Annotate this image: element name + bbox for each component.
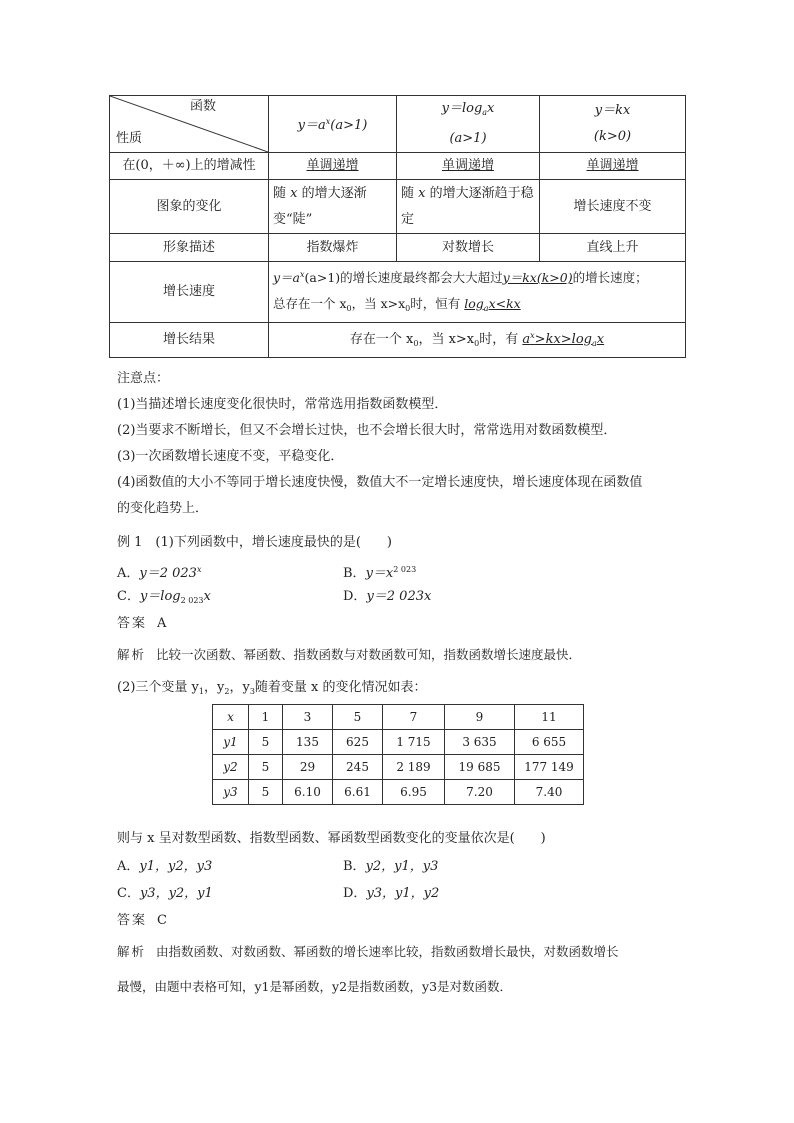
row-label: 增长速度	[110, 262, 269, 323]
value-cell: 5	[333, 705, 383, 730]
option-c: C．$y=\log_{2 023}x$	[117, 589, 211, 605]
value-cell: 245	[333, 755, 383, 780]
table-header-row	[110, 96, 686, 153]
cell: 单调递增	[540, 153, 686, 180]
cell: 单调递增	[397, 153, 540, 180]
diag-bottom-label: 性质	[116, 131, 143, 146]
row-label: 形象描述	[110, 234, 269, 262]
row-header-cell: y3	[213, 780, 249, 805]
value-cell: 11	[515, 705, 584, 730]
value-cell: 135	[283, 730, 333, 755]
analysis-2-line1: 解析 由指数函数、对数函数、幂函数的增长速率比较，指数函数增长最快，对数函数增长	[117, 944, 619, 959]
option-b: B．$y=x^{2 023}$	[343, 565, 417, 581]
note-2: (2)当要求不断增长，但又不会增长过快，也不会增长很大时，常常选用对数函数模型．	[117, 423, 617, 438]
option-d: D．y＝2 023x	[343, 589, 432, 604]
answer-2: 答案 C	[117, 913, 167, 928]
value-cell: 5	[249, 730, 283, 755]
notes-title: 注意点：	[117, 371, 170, 386]
option-a: A．y＝2 023$^x$	[117, 565, 202, 581]
value-cell: 1	[249, 705, 283, 730]
cell: 增长速度不变	[540, 180, 686, 234]
table-row	[110, 180, 686, 234]
note-4-line2: 的变化趋势上．	[117, 501, 209, 516]
col-log-header: $y=\log_ax$ (a>1)	[397, 96, 540, 153]
cell: 指数爆炸	[269, 234, 397, 262]
table-row	[110, 153, 686, 180]
option2-a: A．y1，y2，y3	[117, 859, 213, 874]
col-exponential-header: $y=a^x(a>1)$	[269, 96, 397, 153]
cell: 随 x 的增大逐渐变“陡”	[269, 180, 397, 234]
table-row	[110, 262, 686, 323]
analysis-2-line2: 最慢，由题中表格可知，y1是幂函数，y2是指数函数，y3是对数函数．	[117, 979, 513, 994]
example1-question2: (2)三个变量 $y_1$，$y_2$，$y_3$随着变量 x 的变化情况如表：	[117, 680, 427, 696]
value-cell: 19 685	[445, 755, 515, 780]
analysis-1: 解析 比较一次函数、幂函数、指数函数与对数函数可知，指数函数增长速度最快．	[117, 647, 582, 662]
values-table	[212, 704, 584, 805]
example1-question1: 例 1 (1)下列函数中，增长速度最快的是( )	[117, 535, 392, 550]
value-cell: 6 655	[515, 730, 584, 755]
cell: 单调递增	[269, 153, 397, 180]
note-4-line1: (4)函数值的大小不等同于增长速度快慢，数值大不一定增长速度快，增长速度体现在函数值	[117, 475, 643, 490]
value-cell: 6.10	[283, 780, 333, 805]
value-cell: 625	[333, 730, 383, 755]
table-row	[213, 755, 584, 780]
answer-1: 答案 A	[117, 616, 167, 631]
value-cell: 29	[283, 755, 333, 780]
table-row	[213, 780, 584, 805]
table-row	[213, 730, 584, 755]
row-label: 图象的变化	[110, 180, 269, 234]
value-cell: 9	[445, 705, 515, 730]
value-cell: 2 189	[383, 755, 445, 780]
row-header-cell: x	[213, 705, 249, 730]
cell: 对数增长	[397, 234, 540, 262]
option2-d: D．y3，y1，y2	[343, 886, 440, 901]
col-linear-header: y＝kx (k>0)	[540, 96, 686, 153]
value-cell: 6.95	[383, 780, 445, 805]
value-cell: 7.40	[515, 780, 584, 805]
value-cell: 7	[383, 705, 445, 730]
table-row	[110, 234, 686, 262]
comparison-table	[109, 95, 686, 358]
value-cell: 3 635	[445, 730, 515, 755]
cell: $y=a^x(a>1)$的增长速度最终都会大大超过y＝kx(k>0)的增长速度； 总存在一个 $x_0$，当 $x>x_0$时，恒有 $\log_ax<kx$	[269, 262, 686, 323]
value-cell: 6.61	[333, 780, 383, 805]
value-cell: 3	[283, 705, 333, 730]
notes-section	[117, 366, 687, 522]
cell: 直线上升	[540, 234, 686, 262]
row-label: 增长结果	[110, 323, 269, 358]
note-1: (1)当描述增长速度变化很快时，常常选用指数函数模型．	[117, 397, 448, 412]
cell: 随 x 的增大逐渐趋于稳定	[397, 180, 540, 234]
value-cell: 177 149	[515, 755, 584, 780]
table-row	[213, 705, 584, 730]
table-row	[110, 323, 686, 358]
option2-b: B．y2，y1，y3	[343, 859, 439, 874]
option2-c: C．y3，y2，y1	[117, 886, 213, 901]
value-cell: 5	[249, 780, 283, 805]
value-cell: 5	[249, 755, 283, 780]
row-header-cell: y1	[213, 730, 249, 755]
value-cell: 7.20	[445, 780, 515, 805]
value-cell: 1 715	[383, 730, 445, 755]
question2-prompt: 则与 x 呈对数型函数、指数型函数、幂函数型函数变化的变量依次是( )	[117, 831, 546, 846]
row-label: 在(0，＋∞)上的增减性	[110, 153, 269, 180]
row-header-cell: y2	[213, 755, 249, 780]
cell: 存在一个 $x_0$，当 $x>x_0$时，有 $a^x>kx>\log_ax$	[269, 323, 686, 358]
diagonal-header-cell	[110, 96, 269, 153]
diag-top-label: 函数	[189, 99, 216, 114]
note-3: (3)一次函数增长速度不变，平稳变化．	[117, 449, 344, 464]
